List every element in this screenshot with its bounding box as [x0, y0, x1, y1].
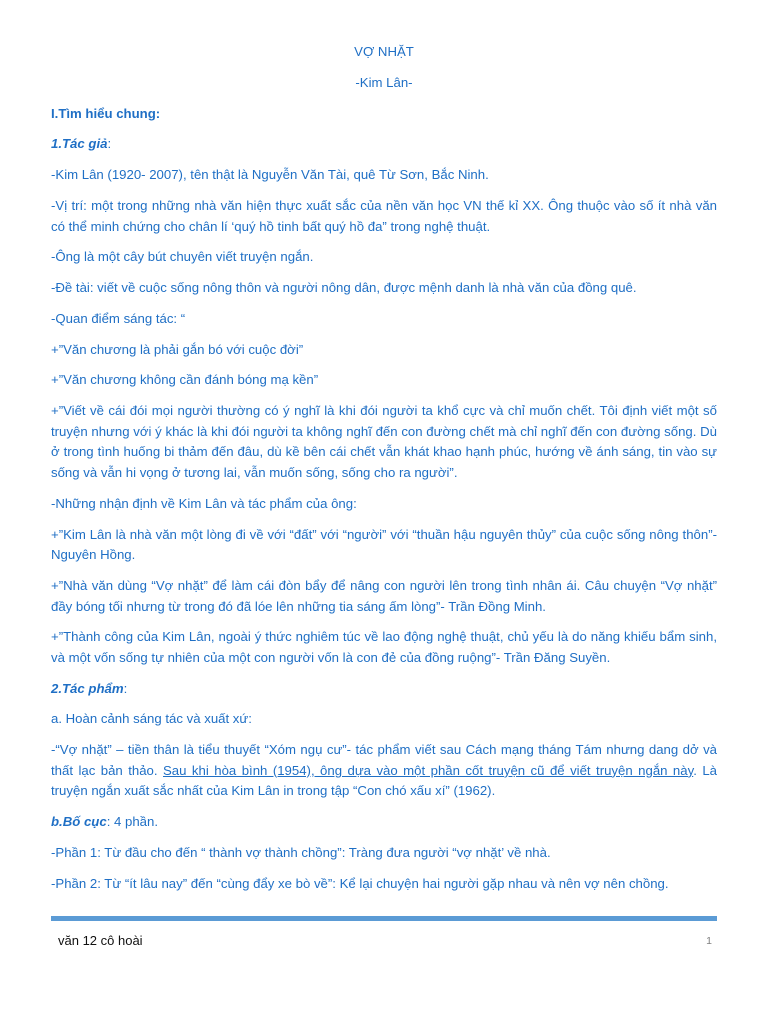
paragraph: -Phần 2: Từ “ít lâu nay” đến “cùng đẩy xe bò về”: Kể lại chuyện hai người gặp nhau và nên vợ nên chồng. [51, 875, 669, 891]
document-body [51, 42, 717, 905]
paragraph: +”Văn chương là phải gắn bó với cuộc đời” [51, 341, 304, 357]
work-heading [51, 679, 717, 700]
work-heading-label: 2.Tác phẩm [51, 680, 124, 696]
paragraph: -Đề tài: viết về cuộc sống nông thôn và người nông dân, được mệnh danh là nhà văn của đồng quê. [51, 280, 637, 296]
paragraph-origin [51, 740, 717, 802]
paragraph: +”Văn chương không cần đánh bóng mạ kền” [51, 372, 319, 388]
paragraph: -Vị trí: một trong những nhà văn hiện thực xuất sắc của nền văn học VN thế kỉ XX. Ông thuộc vào số ít nhà văn có thể minh chứng cho chân lí ‘quý hồ tinh bất quý hồ đa” trong nghệ thuật. [51, 197, 717, 234]
paragraph: +”Viết về cái đói mọi người thường có ý nghĩ là khi đói người ta khổ cực và chỉ muốn chết. Tôi định viết một số truyện nhưng với ý khác là khi đói người ta không nghĩ đến con đường chết mà chỉ nghĩ đến con đường sống. Dù ở trong tình huống bi thảm đến đâu, dù kề bên cái chết vẫn khát khao hạnh phúc, hướng về ánh sáng, tin vào sự sống và vẫn hi vọng ở tương lai, vẫn muốn sống, sống cho ra người”. [51, 403, 717, 480]
paragraph: +”Thành công của Kim Lân, ngoài ý thức nghiêm túc về lao động nghệ thuật, chủ yếu là do năng khiếu bẩm sinh, và một vốn sống tự nhiên của một con người vốn là con đẻ của đồng ruộng”- Trần Đăng Suyền. [51, 629, 717, 665]
paragraph: -Ông là một cây bút chuyên viết truyện ngắn. [51, 249, 314, 265]
paragraph: +”Kim Lân là nhà văn một lòng đi về với “đất” với “người” với “thuần hậu nguyên thủy” của cuộc sống nông thôn”- Nguyên Hồng. [51, 526, 717, 563]
document-title: VỢ NHẶT [354, 44, 414, 59]
paragraph: -Những nhận định về Kim Lân và tác phẩm của ông: [51, 495, 357, 511]
author-heading-label: 1.Tác giả [51, 136, 108, 152]
work-heading-colon: : [123, 680, 128, 696]
paragraph: -Kim Lân (1920- 2007), tên thật là Nguyễn Văn Tài, quê Từ Sơn, Bắc Ninh. [51, 167, 489, 183]
origin-underlined-text: Sau khi hòa bình (1954), ông dựa vào một phần cốt truyện cũ để viết truyện ngắn này [163, 762, 694, 778]
section-heading-general: I.Tìm hiểu chung: [51, 105, 161, 121]
paragraph: +”Nhà văn dùng “Vợ nhặt” để làm cái đòn bẩy để nâng con người lên trong tình nhân ái. Câu chuyện “Vợ nhặt” đầy bóng tối nhưng từ trong đó đã lóe lên những tia sáng ấm lòng”- Trần Đồng Minh. [51, 577, 717, 614]
footer-label: văn 12 cô hoài [58, 933, 143, 948]
paragraph: -Quan điểm sáng tác: “ [51, 310, 186, 326]
origin-text-end: . Là truyện ngắn xuất sắc nhất của Kim Lân in trong tập “Con chó xấu xí” (1962). [51, 762, 718, 799]
author-heading-colon: : [107, 136, 112, 152]
layout-heading [51, 812, 717, 833]
page-number: 1 [706, 935, 712, 947]
document-author: -Kim Lân- [355, 74, 413, 90]
paragraph: -Phần 1: Từ đầu cho đến “ thành vợ thành chồng”: Tràng đưa người “vợ nhặt’ về nhà. [51, 844, 551, 860]
layout-heading-rest: : 4 phần. [106, 814, 159, 830]
origin-text-start: -“Vợ nhặt” – tiền thân là tiểu thuyết “Xóm ngụ cư”- tác phẩm viết sau Cách mạng tháng Tám nhưng dang dở và thất lạc bản thảo. [51, 742, 717, 778]
paragraph: a. Hoàn cảnh sáng tác và xuất xứ: [51, 711, 252, 727]
author-heading [51, 134, 717, 155]
footer-divider [51, 916, 717, 921]
layout-heading-label: b.Bố cục [51, 814, 107, 830]
